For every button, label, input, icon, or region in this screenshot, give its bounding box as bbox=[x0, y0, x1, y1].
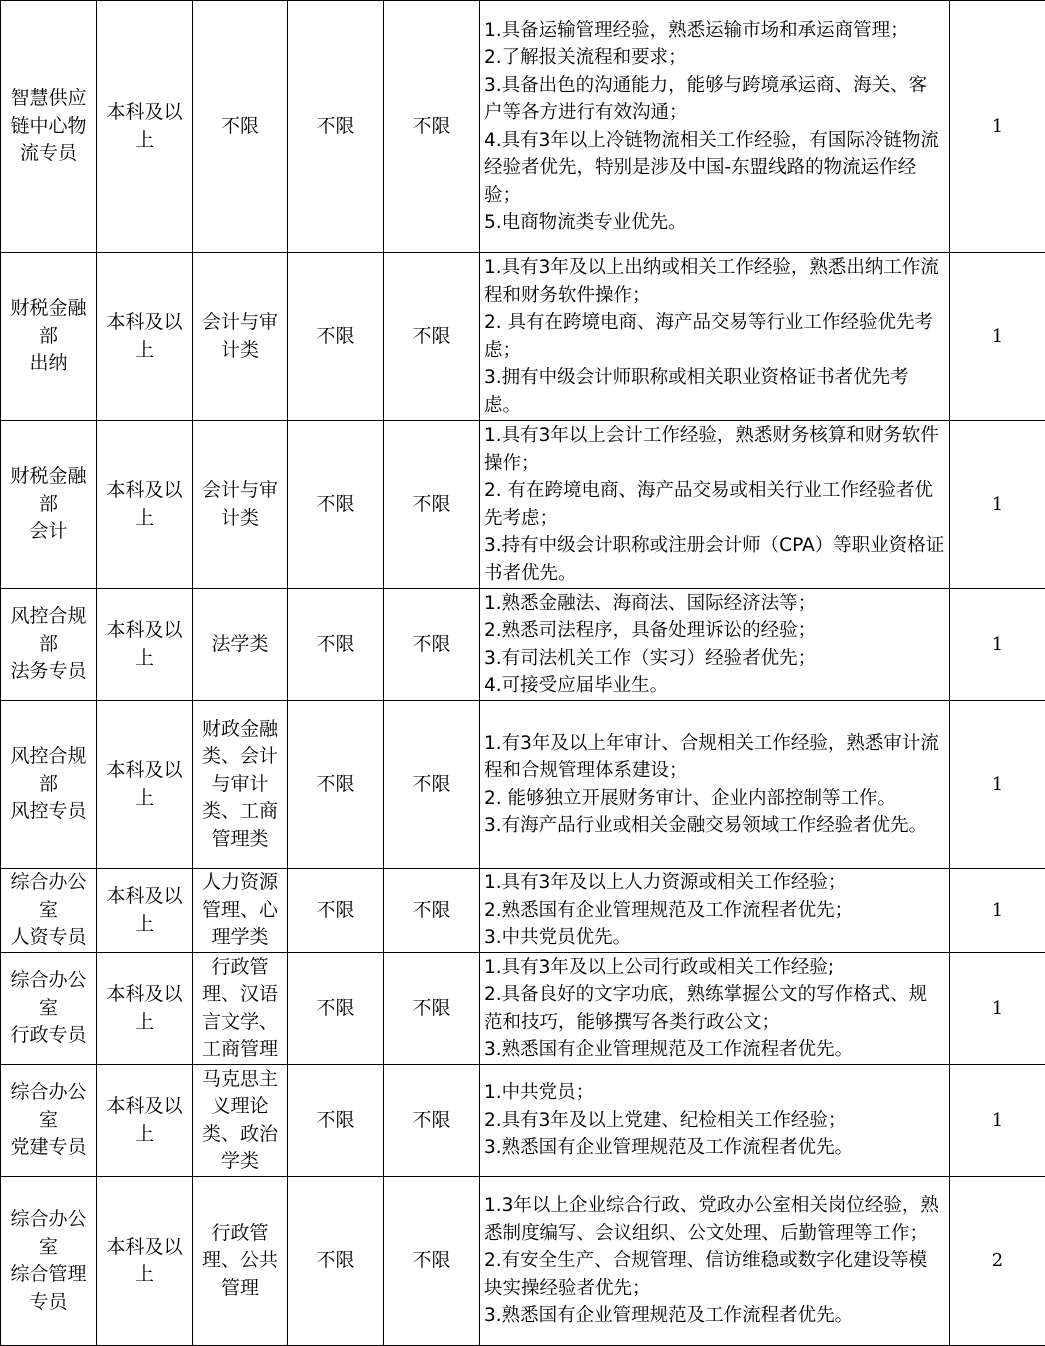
requirement-item: 1.具有3年以上会计工作经验，熟悉财务核算和财务软件操作； bbox=[484, 422, 945, 477]
requirement-item: 2. 能够独立开展财务审计、企业内部控制等工作。 bbox=[484, 785, 945, 813]
major-cell: 不限 bbox=[193, 1, 288, 253]
restriction-cell: 不限 bbox=[384, 1, 480, 253]
table-row bbox=[1, 701, 1045, 869]
headcount-cell: 1 bbox=[950, 953, 1045, 1065]
education-cell: 本科及以上 bbox=[97, 1065, 193, 1177]
major-cell: 人力资源管理、心理学类 bbox=[193, 869, 288, 953]
requirement-item: 1.具有3年及以上公司行政或相关工作经验; bbox=[484, 954, 945, 982]
education-cell: 本科及以上 bbox=[97, 1, 193, 253]
requirement-item: 2. 有在跨境电商、海产品交易或相关行业工作经验者优先考虑； bbox=[484, 477, 945, 532]
major-cell: 财政金融类、会计与审计类、工商管理类 bbox=[193, 701, 288, 869]
major-cell: 法学类 bbox=[193, 589, 288, 701]
restriction-cell: 不限 bbox=[384, 701, 480, 869]
major-cell: 行政管理、公共管理 bbox=[193, 1177, 288, 1346]
requirement-item: 1.有3年及以上年审计、合规相关工作经验，熟悉审计流程和合规管理体系建设； bbox=[484, 730, 945, 785]
position-cell: 智慧供应链中心物流专员 bbox=[1, 1, 97, 253]
major-cell: 会计与审计类 bbox=[193, 421, 288, 589]
restriction-cell: 不限 bbox=[288, 953, 384, 1065]
requirement-item: 1.具有3年及以上人力资源或相关工作经验； bbox=[484, 869, 945, 897]
headcount-cell: 1 bbox=[950, 253, 1045, 421]
headcount-cell: 1 bbox=[950, 421, 1045, 589]
position-cell: 综合办公室 综合管理专员 bbox=[1, 1177, 97, 1346]
table-row bbox=[1, 1, 1045, 253]
requirement-item: 1.具有3年及以上出纳或相关工作经验，熟悉出纳工作流程和财务软件操作； bbox=[484, 254, 945, 309]
requirements-cell bbox=[480, 253, 950, 421]
position-cell: 综合办公室 行政专员 bbox=[1, 953, 97, 1065]
restriction-cell: 不限 bbox=[288, 1, 384, 253]
requirement-item: 1.3年以上企业综合行政、党政办公室相关岗位经验，熟悉制度编写、会议组织、公文处理、后勤管理等工作； bbox=[484, 1192, 945, 1247]
requirements-cell bbox=[480, 701, 950, 869]
requirement-item: 2.熟悉国有企业管理规范及工作流程者优先； bbox=[484, 897, 945, 925]
table-row bbox=[1, 953, 1045, 1065]
table-row bbox=[1, 1177, 1045, 1346]
requirement-item: 2.具备良好的文字功底，熟练掌握公文的写作格式、规范和技巧，能够撰写各类行政公文； bbox=[484, 981, 945, 1036]
requirement-item: 1.熟悉金融法、海商法、国际经济法等； bbox=[484, 590, 945, 618]
education-cell: 本科及以上 bbox=[97, 953, 193, 1065]
restriction-cell: 不限 bbox=[288, 421, 384, 589]
requirement-item: 3.具备出色的沟通能力，能够与跨境承运商、海关、客户等各方进行有效沟通； bbox=[484, 72, 945, 127]
education-cell: 本科及以上 bbox=[97, 253, 193, 421]
requirement-item: 3.拥有中级会计师职称或相关职业资格证书者优先考虑。 bbox=[484, 364, 945, 419]
restriction-cell: 不限 bbox=[384, 1065, 480, 1177]
requirement-item: 1.中共党员； bbox=[484, 1079, 945, 1107]
table-row bbox=[1, 1065, 1045, 1177]
table-row bbox=[1, 589, 1045, 701]
requirement-item: 2.了解报关流程和要求； bbox=[484, 44, 945, 72]
education-cell: 本科及以上 bbox=[97, 421, 193, 589]
requirement-item: 3.持有中级会计职称或注册会计师（CPA）等职业资格证书者优先。 bbox=[484, 532, 945, 587]
requirements-cell bbox=[480, 1177, 950, 1346]
table-row bbox=[1, 869, 1045, 953]
requirements-cell bbox=[480, 869, 950, 953]
restriction-cell: 不限 bbox=[384, 253, 480, 421]
position-cell: 财税金融部 会计 bbox=[1, 421, 97, 589]
restriction-cell: 不限 bbox=[288, 869, 384, 953]
position-cell: 综合办公室 人资专员 bbox=[1, 869, 97, 953]
requirement-item: 3.有司法机关工作（实习）经验者优先； bbox=[484, 645, 945, 673]
requirements-cell bbox=[480, 421, 950, 589]
restriction-cell: 不限 bbox=[288, 701, 384, 869]
major-cell: 马克思主义理论类、政治学类 bbox=[193, 1065, 288, 1177]
requirement-item: 2.有安全生产、合规管理、信访维稳或数字化建设等模块实操经验者优先； bbox=[484, 1247, 945, 1302]
requirement-item: 3.熟悉国有企业管理规范及工作流程者优先。 bbox=[484, 1302, 945, 1330]
headcount-cell: 1 bbox=[950, 1065, 1045, 1177]
requirement-item: 1.具备运输管理经验，熟悉运输市场和承运商管理； bbox=[484, 17, 945, 45]
position-cell: 风控合规部 法务专员 bbox=[1, 589, 97, 701]
headcount-cell: 1 bbox=[950, 1, 1045, 253]
education-cell: 本科及以上 bbox=[97, 1177, 193, 1346]
education-cell: 本科及以上 bbox=[97, 869, 193, 953]
headcount-cell: 1 bbox=[950, 701, 1045, 869]
restriction-cell: 不限 bbox=[384, 869, 480, 953]
requirements-cell bbox=[480, 1, 950, 253]
requirement-item: 3.熟悉国有企业管理规范及工作流程者优先。 bbox=[484, 1036, 945, 1064]
major-cell: 行政管理、汉语言文学、工商管理 bbox=[193, 953, 288, 1065]
headcount-cell: 2 bbox=[950, 1177, 1045, 1346]
restriction-cell: 不限 bbox=[288, 1177, 384, 1346]
requirements-cell bbox=[480, 953, 950, 1065]
education-cell: 本科及以上 bbox=[97, 701, 193, 869]
requirements-cell bbox=[480, 1065, 950, 1177]
position-cell: 财税金融部 出纳 bbox=[1, 253, 97, 421]
requirement-item: 2.具有3年及以上党建、纪检相关工作经验； bbox=[484, 1107, 945, 1135]
table-row bbox=[1, 421, 1045, 589]
position-cell: 综合办公室 党建专员 bbox=[1, 1065, 97, 1177]
headcount-cell: 1 bbox=[950, 869, 1045, 953]
requirement-item: 5.电商物流类专业优先。 bbox=[484, 209, 945, 237]
restriction-cell: 不限 bbox=[288, 253, 384, 421]
requirements-cell bbox=[480, 589, 950, 701]
requirement-item: 3.有海产品行业或相关金融交易领域工作经验者优先。 bbox=[484, 812, 945, 840]
requirement-item: 2.熟悉司法程序，具备处理诉讼的经验； bbox=[484, 617, 945, 645]
requirement-item: 4.可接受应届毕业生。 bbox=[484, 672, 945, 700]
education-cell: 本科及以上 bbox=[97, 589, 193, 701]
restriction-cell: 不限 bbox=[384, 421, 480, 589]
requirement-item: 4.具有3年以上冷链物流相关工作经验，有国际冷链物流经验者优先，特别是涉及中国-东盟线路的物流运作经验； bbox=[484, 127, 945, 210]
headcount-cell: 1 bbox=[950, 589, 1045, 701]
position-cell: 风控合规部 风控专员 bbox=[1, 701, 97, 869]
table-row bbox=[1, 253, 1045, 421]
requirement-item: 3.中共党员优先。 bbox=[484, 924, 945, 952]
restriction-cell: 不限 bbox=[384, 1177, 480, 1346]
restriction-cell: 不限 bbox=[384, 953, 480, 1065]
requirement-item: 3.熟悉国有企业管理规范及工作流程者优先。 bbox=[484, 1134, 945, 1162]
major-cell: 会计与审计类 bbox=[193, 253, 288, 421]
restriction-cell: 不限 bbox=[384, 589, 480, 701]
requirement-item: 2. 具有在跨境电商、海产品交易等行业工作经验优先考虑； bbox=[484, 309, 945, 364]
restriction-cell: 不限 bbox=[288, 1065, 384, 1177]
restriction-cell: 不限 bbox=[288, 589, 384, 701]
